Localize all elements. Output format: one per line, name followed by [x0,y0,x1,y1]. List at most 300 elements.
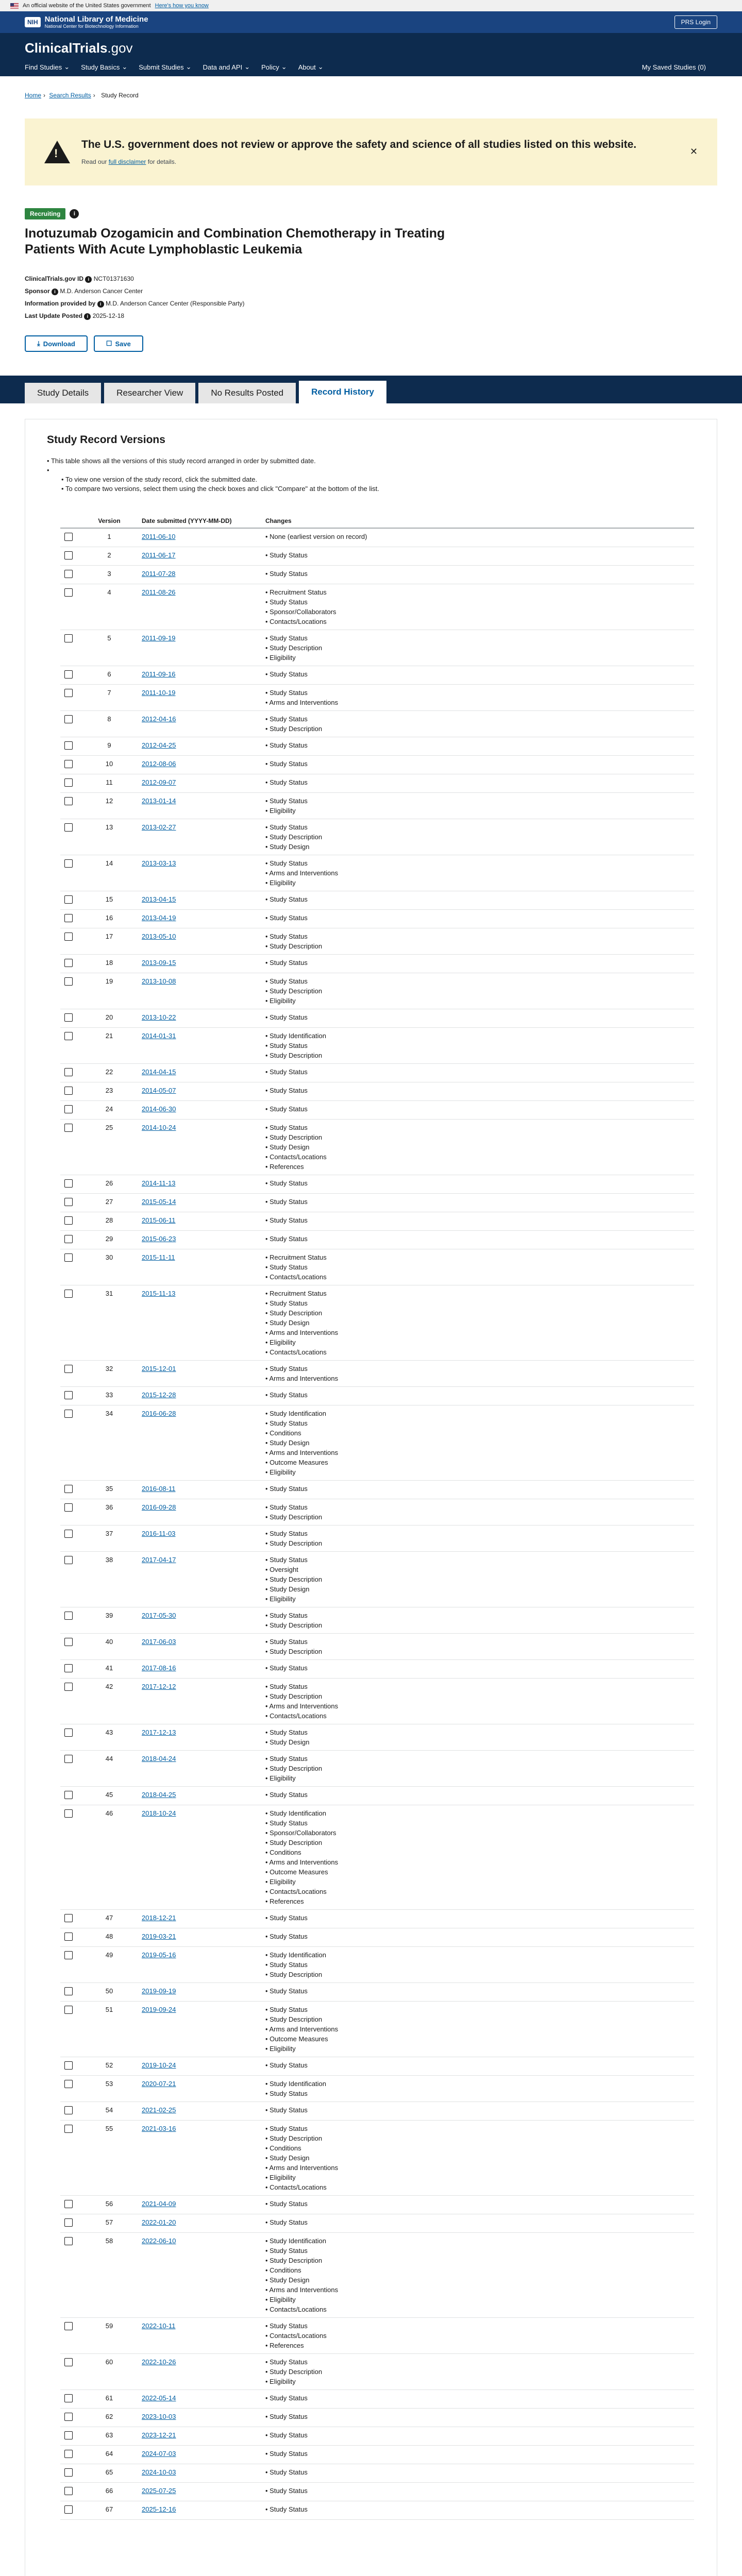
change-item: • Study Design [265,1318,690,1328]
change-item: • Study Identification [265,1808,690,1818]
compare-checkbox[interactable] [64,1068,73,1076]
breadcrumb: Home › Search Results › Study Record [25,92,139,99]
gov-banner [0,0,742,11]
compare-checkbox[interactable] [64,2413,73,2421]
change-item: • Contacts/Locations [265,2331,690,2341]
change-item: • Eligibility [265,2173,690,2182]
changes-list [265,1682,690,1721]
version-number: 62 [81,2409,138,2427]
compare-checkbox[interactable] [64,1032,73,1040]
version-number: 32 [81,1361,138,1387]
version-date-link[interactable]: 2018-04-24 [142,1755,176,1762]
change-item: • Study Description [265,986,690,996]
changes-list [265,976,690,1006]
table-row [60,1787,694,1805]
change-item: • Recruitment Status [265,1252,690,1262]
compare-checkbox[interactable] [64,797,73,805]
compare-checkbox[interactable] [64,1933,73,1941]
action-buttons [25,335,717,352]
table-row [60,910,694,928]
version-date-link[interactable]: 2014-01-31 [142,1032,176,1040]
change-item: • Study Design [265,842,690,852]
version-number: 40 [81,1634,138,1660]
change-item: • Arms and Interventions [265,2285,690,2295]
changes-list [265,1555,690,1604]
version-number: 4 [81,584,138,630]
compare-checkbox[interactable] [64,1179,73,1188]
version-date-link[interactable]: 2016-11-03 [142,1530,176,1537]
change-item: • Study Design [265,2153,690,2163]
table-row [60,1101,694,1120]
version-date-link[interactable]: 2020-07-21 [142,2080,176,2088]
change-item: • Eligibility [265,653,690,663]
info-icon[interactable]: i [52,289,58,295]
compare-checkbox[interactable] [64,1951,73,1959]
change-item: • Study Description [265,1132,690,1142]
version-date-link[interactable]: 2023-12-21 [142,2431,176,2439]
table-row [60,2318,694,2354]
site-header [0,33,742,76]
change-item: • References [265,2341,690,2350]
table-row [60,1285,694,1361]
version-date-link[interactable]: 2015-05-14 [142,1198,176,1206]
changes-list [265,1067,690,1077]
site-title[interactable]: ClinicalTrials.gov [25,40,133,56]
compare-checkbox[interactable] [64,2505,73,2514]
version-number: 7 [81,685,138,711]
compare-checkbox[interactable] [64,1791,73,1799]
compare-checkbox[interactable] [64,1198,73,1206]
change-item: • Arms and Interventions [265,2163,690,2173]
info-icon[interactable]: i [97,301,104,308]
compare-checkbox[interactable] [64,670,73,679]
compare-checkbox[interactable] [64,859,73,868]
version-date-link[interactable]: 2011-08-26 [142,588,176,596]
changes-list [265,796,690,816]
version-date-link[interactable]: 2014-10-24 [142,1124,176,1131]
change-item: • Study Status [265,1913,690,1923]
change-item: • References [265,1162,690,1172]
compare-checkbox[interactable] [64,959,73,967]
version-number: 67 [81,2501,138,2520]
compare-checkbox[interactable] [64,778,73,787]
change-item: • Outcome Measures [265,2034,690,2044]
version-date-link[interactable]: 2015-06-23 [142,1235,176,1243]
version-date-link[interactable]: 2013-04-19 [142,914,176,922]
table-row [60,547,694,566]
compare-checkbox[interactable] [64,2080,73,2088]
compare-checkbox[interactable] [64,933,73,941]
nav-about[interactable]: About ⌄ [298,63,324,71]
compare-checkbox[interactable] [64,1664,73,1672]
changes-list [265,2357,690,2386]
version-date-link[interactable]: 2011-09-19 [142,634,176,642]
compare-checkbox[interactable] [64,2358,73,2366]
version-number: 47 [81,1910,138,1928]
table-row [60,1660,694,1679]
version-date-link[interactable]: 2012-08-06 [142,760,176,768]
nav-data-api[interactable]: Data and API ⌄ [203,63,250,71]
breadcrumb-search-results[interactable]: Search Results [49,92,91,99]
version-date-link[interactable]: 2011-06-17 [142,551,176,559]
version-date-link[interactable]: 2013-01-14 [142,797,176,805]
version-date-link[interactable]: 2022-01-20 [142,2218,176,2226]
nav-find-studies[interactable]: Find Studies ⌄ [25,63,70,71]
change-item: • Eligibility [265,1337,690,1347]
version-date-link[interactable]: 2024-07-03 [142,2450,176,2458]
change-item: • Study Design [265,1737,690,1747]
compare-checkbox[interactable] [64,1987,73,1995]
compare-checkbox[interactable] [64,1391,73,1399]
table-row [60,2002,694,2057]
version-number: 18 [81,955,138,973]
version-date-link[interactable]: 2024-10-03 [142,2468,176,2476]
version-date-link[interactable]: 2017-12-13 [142,1728,176,1736]
version-number: 11 [81,774,138,793]
version-number: 13 [81,819,138,855]
change-item: • Eligibility [265,1773,690,1783]
nlm-header [0,11,742,33]
version-date-link[interactable]: 2016-09-28 [142,1503,176,1511]
change-item: • Arms and Interventions [265,1374,690,1383]
change-item: • Study Status [265,2357,690,2367]
change-item: • Contacts/Locations [265,2182,690,2192]
version-date-link[interactable]: 2013-05-10 [142,933,176,940]
table-row [60,793,694,819]
version-number: 59 [81,2318,138,2354]
col-date: Date submitted (YYYY-MM-DD) [138,514,261,528]
version-number: 3 [81,566,138,584]
changes-list [265,931,690,951]
compare-checkbox[interactable] [64,2322,73,2330]
change-item: • Recruitment Status [265,587,690,597]
version-date-link[interactable]: 2011-06-10 [142,533,176,540]
version-date-link[interactable]: 2019-09-24 [142,2006,176,2013]
version-date-link[interactable]: 2015-06-11 [142,1216,176,1224]
table-row [60,528,694,547]
change-item: • Study Status [265,1484,690,1494]
compare-checkbox[interactable] [64,1683,73,1691]
compare-checkbox[interactable] [64,1216,73,1225]
compare-checkbox[interactable] [64,1503,73,1512]
compare-checkbox[interactable] [64,1638,73,1646]
bookmark-icon: ☐ [106,340,112,347]
version-number: 54 [81,2102,138,2121]
info-icon[interactable]: i [85,276,92,283]
close-icon[interactable]: ✕ [689,146,698,157]
changes-list [265,894,690,904]
version-number: 45 [81,1787,138,1805]
compare-checkbox[interactable] [64,895,73,904]
compare-checkbox[interactable] [64,2125,73,2133]
col-changes: Changes [261,514,694,528]
disclaimer-link[interactable]: full disclaimer [108,158,146,165]
changes-list [265,587,690,626]
table-row [60,2196,694,2214]
compare-checkbox[interactable] [64,2237,73,2245]
changes-list [265,1611,690,1630]
nav-submit-studies[interactable]: Submit Studies ⌄ [139,63,192,71]
version-date-link[interactable]: 2017-04-17 [142,1556,176,1564]
version-date-link[interactable]: 2025-07-25 [142,2487,176,2495]
compare-checkbox[interactable] [64,1755,73,1763]
gov-banner-link[interactable]: Here's how you know [155,3,209,9]
change-item: • Study Status [265,597,690,607]
table-row [60,1805,694,1910]
change-item: • Eligibility [265,2377,690,2386]
record-history-panel [25,419,717,2576]
table-row [60,1231,694,1249]
compare-checkbox[interactable] [64,1124,73,1132]
table-row [60,2102,694,2121]
nav-study-basics[interactable]: Study Basics ⌄ [81,63,128,71]
table-row [60,1249,694,1285]
breadcrumb-home[interactable]: Home [25,92,42,99]
compare-checkbox[interactable] [64,2468,73,2477]
version-date-link[interactable]: 2019-03-21 [142,1933,176,1940]
version-date-link[interactable]: 2013-10-08 [142,977,176,985]
compare-checkbox[interactable] [64,689,73,697]
version-number: 55 [81,2121,138,2196]
changes-list [265,2393,690,2403]
version-date-link[interactable]: 2025-12-16 [142,2505,176,2513]
version-date-link[interactable]: 2019-09-19 [142,1987,176,1995]
change-item: • Eligibility [265,996,690,1006]
change-item: • Recruitment Status [265,1289,690,1298]
version-date-link[interactable]: 2023-10-03 [142,2413,176,2420]
change-item: • Study Description [265,1538,690,1548]
compare-checkbox[interactable] [64,2200,73,2208]
change-item: • Eligibility [265,878,690,888]
info-icon[interactable]: i [84,313,91,320]
save-button[interactable]: ☐ Save [94,335,143,352]
compare-checkbox[interactable] [64,2218,73,2227]
compare-checkbox[interactable] [64,914,73,922]
compare-checkbox[interactable] [64,1530,73,1538]
change-item: • Study Status [265,569,690,579]
compare-checkbox[interactable] [64,634,73,642]
version-date-link[interactable]: 2012-04-16 [142,715,176,723]
changes-list [265,1012,690,1022]
tab-researcher-view[interactable]: Researcher View [104,383,195,403]
changes-list [265,550,690,560]
changes-list [265,759,690,769]
tab-study-details[interactable]: Study Details [25,383,101,403]
change-item: • Study Status [265,688,690,698]
version-number: 33 [81,1387,138,1405]
page-title: Inotuzumab Ozogamicin and Combination Chemotherapy in Treating Patients With Acute Lymphoblastic Leukemia [25,226,445,257]
compare-checkbox[interactable] [64,588,73,597]
change-item: • Study Status [265,976,690,986]
version-date-link[interactable]: 2014-11-13 [142,1179,176,1187]
download-button[interactable]: ⤓ Download [25,335,88,352]
version-date-link[interactable]: 2011-09-16 [142,670,176,678]
version-number: 57 [81,2214,138,2233]
version-date-link[interactable]: 2015-12-28 [142,1391,176,1399]
version-date-link[interactable]: 2021-02-25 [142,2106,176,2114]
table-row [60,756,694,774]
version-date-link[interactable]: 2022-05-14 [142,2394,176,2402]
nav-policy[interactable]: Policy ⌄ [261,63,287,71]
change-item: • Study Design [265,1584,690,1594]
chevron-down-icon: ⌄ [64,63,70,71]
compare-checkbox[interactable] [64,741,73,750]
compare-checkbox[interactable] [64,1612,73,1620]
version-date-link[interactable]: 2016-08-11 [142,1485,176,1493]
change-item: • Study Status [265,1818,690,1828]
compare-checkbox[interactable] [64,1235,73,1243]
version-date-link[interactable]: 2015-12-01 [142,1365,176,1372]
compare-checkbox[interactable] [64,1809,73,1818]
compare-checkbox[interactable] [64,533,73,541]
version-number: 61 [81,2390,138,2409]
version-date-link[interactable]: 2019-10-24 [142,2061,176,2069]
compare-checkbox[interactable] [64,570,73,578]
version-date-link[interactable]: 2022-06-10 [142,2237,176,2245]
change-item: • Arms and Interventions [265,1328,690,1337]
version-date-link[interactable]: 2018-04-25 [142,1791,176,1799]
table-row [60,711,694,737]
change-item: • Study Status [265,1197,690,1207]
version-date-link[interactable]: 2015-11-13 [142,1290,176,1297]
change-item: • Study Status [265,759,690,769]
version-date-link[interactable]: 2016-06-28 [142,1410,176,1417]
change-item: • Eligibility [265,2295,690,2304]
version-date-link[interactable]: 2019-05-16 [142,1951,176,1959]
changes-list [265,2105,690,2115]
version-number: 50 [81,1983,138,2002]
version-date-link[interactable]: 2013-02-27 [142,823,176,831]
compare-checkbox[interactable] [64,2487,73,2495]
version-date-link[interactable]: 2018-10-24 [142,1809,176,1817]
version-date-link[interactable]: 2015-11-11 [142,1253,175,1261]
change-item: • Study Status [265,858,690,868]
version-number: 46 [81,1805,138,1910]
compare-checkbox[interactable] [64,1728,73,1737]
change-item: • Study Identification [265,1409,690,1418]
version-date-link[interactable]: 2012-09-07 [142,778,176,786]
version-date-link[interactable]: 2014-05-07 [142,1087,176,1094]
table-row [60,1009,694,1028]
compare-checkbox[interactable] [64,1556,73,1564]
changes-list [265,1364,690,1383]
version-date-link[interactable]: 2014-06-30 [142,1105,176,1113]
changes-list [265,669,690,679]
prs-login-button[interactable]: PRS Login [674,15,717,29]
version-date-link[interactable]: 2021-03-16 [142,2125,176,2132]
table-row [60,2214,694,2233]
compare-checkbox[interactable] [64,2106,73,2114]
changes-list [265,2217,690,2227]
nih-logo-icon: NIH [25,17,41,27]
version-date-link[interactable]: 2013-03-13 [142,859,176,867]
change-item: • Eligibility [265,806,690,816]
version-number: 56 [81,2196,138,2214]
version-date-link[interactable]: 2011-07-28 [142,570,176,578]
change-item: • Study Status [265,1234,690,1244]
version-date-link[interactable]: 2017-05-30 [142,1612,176,1619]
nlm-subtitle: National Center for Biotechnology Information [44,23,139,29]
chevron-down-icon: ⌄ [185,63,192,71]
table-row [60,1526,694,1552]
changes-list [265,2060,690,2070]
version-date-link[interactable]: 2022-10-26 [142,2358,176,2366]
version-date-link[interactable]: 2012-04-25 [142,741,176,749]
compare-checkbox[interactable] [64,977,73,986]
changes-list [265,913,690,923]
compare-checkbox[interactable] [64,551,73,560]
version-date-link[interactable]: 2017-06-03 [142,1638,176,1646]
version-date-link[interactable]: 2022-10-11 [142,2322,176,2330]
compare-checkbox[interactable] [64,1087,73,1095]
change-item: • Study Status [265,1960,690,1970]
change-item: • Study Status [265,1790,690,1800]
saved-studies-link[interactable]: My Saved Studies (0) [642,63,706,71]
table-row [60,1634,694,1660]
compare-checkbox[interactable] [64,1290,73,1298]
compare-checkbox[interactable] [64,1365,73,1373]
info-icon[interactable]: i [70,209,79,218]
compare-checkbox[interactable] [64,2061,73,2070]
compare-checkbox[interactable] [64,1013,73,1022]
change-item: • Conditions [265,1428,690,1438]
version-number: 26 [81,1175,138,1194]
changes-list [265,1931,690,1941]
compare-checkbox[interactable] [64,1253,73,1262]
version-date-link[interactable]: 2014-04-15 [142,1068,176,1076]
compare-checkbox[interactable] [64,2394,73,2402]
version-number: 42 [81,1679,138,1724]
changes-list [265,688,690,707]
change-item: • Arms and Interventions [265,868,690,878]
version-date-link[interactable]: 2011-10-19 [142,689,176,697]
table-row [60,1481,694,1499]
compare-checkbox[interactable] [64,715,73,723]
changes-list [265,858,690,888]
tab-record-history[interactable]: Record History [299,381,386,403]
version-date-link[interactable]: 2013-09-15 [142,959,176,967]
compare-checkbox[interactable] [64,760,73,768]
change-item: • Study Description [265,2367,690,2377]
change-item: • Study Description [265,1574,690,1584]
changes-list [265,1913,690,1923]
changes-list [265,1484,690,1494]
compare-checkbox[interactable] [64,1485,73,1493]
change-item: • Arms and Interventions [265,698,690,707]
nlm-logo[interactable] [25,15,148,29]
changes-list [265,1104,690,1114]
compare-checkbox[interactable] [64,1105,73,1113]
compare-checkbox[interactable] [64,823,73,832]
version-date-link[interactable]: 2021-04-09 [142,2200,176,2208]
compare-checkbox[interactable] [64,2450,73,2458]
version-date-link[interactable]: 2013-04-15 [142,895,176,903]
tab-no-results-posted[interactable]: No Results Posted [198,383,296,403]
change-item: • Study Status [265,633,690,643]
version-date-link[interactable]: 2017-12-12 [142,1683,176,1690]
version-date-link[interactable]: 2017-08-16 [142,1664,176,1672]
table-row [60,566,694,584]
version-date-link[interactable]: 2018-12-21 [142,1914,176,1922]
compare-checkbox[interactable] [64,2431,73,2439]
compare-checkbox[interactable] [64,1410,73,1418]
version-date-link[interactable]: 2013-10-22 [142,1013,176,1021]
changes-list [265,2079,690,2098]
compare-checkbox[interactable] [64,2006,73,2014]
table-row [60,1405,694,1481]
compare-checkbox[interactable] [64,1914,73,1922]
changes-list [265,1529,690,1548]
